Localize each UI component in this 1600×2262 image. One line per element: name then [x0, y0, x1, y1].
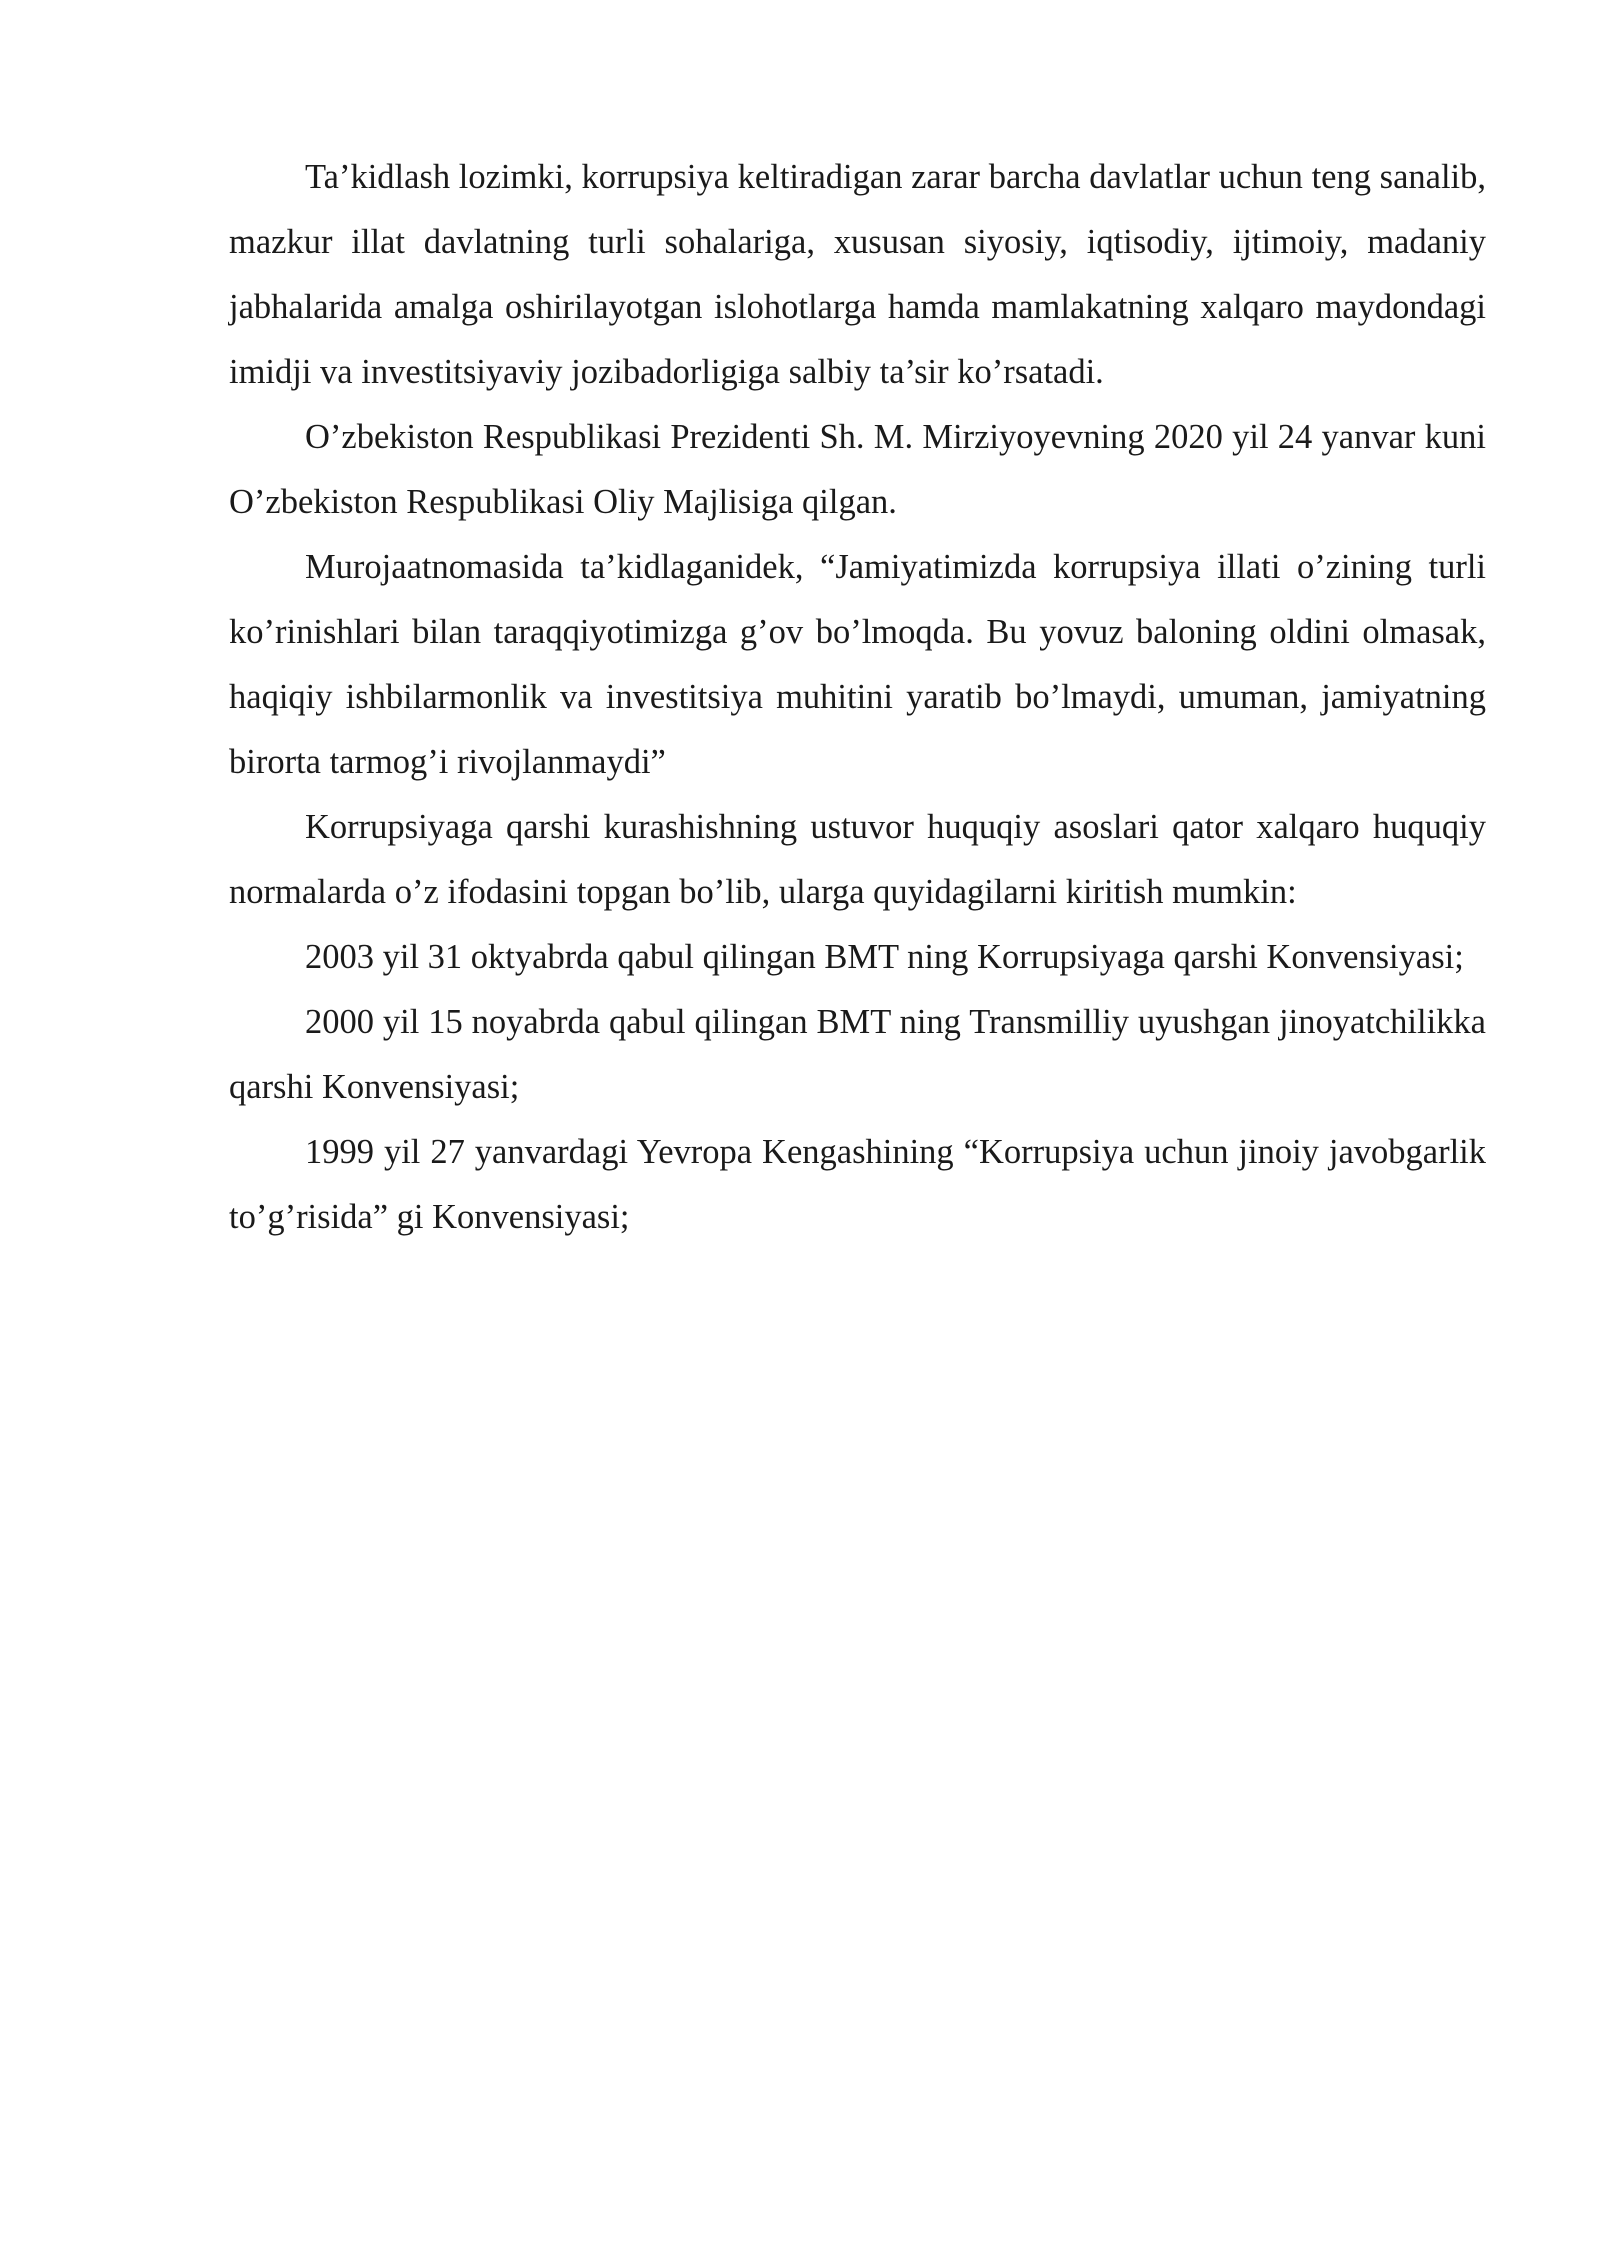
paragraph-legal-foundations: Korrupsiyaga qarshi kurashishning ustuvor huquqiy asoslari qator xalqaro huquqiy normalarda o’z ifodasini topgan bo’lib, ularga quyidagilarni kiritish mumkin:	[229, 808, 1486, 911]
paragraph-address-quote: Murojaatnomasida ta’kidlaganidek, “Jamiyatimizda korrupsiya illati o’zining turli ko’rinishlari bilan taraqqiyotimizga g’ov bo’lmoqda. Bu yovuz baloning oldini olmasak, haqiqiy ishbilarmonlik va investitsiya muhitini yaratib bo’lmaydi, umuman, jamiyatning birorta tarmog’i rivojlanmaydi”	[229, 548, 1486, 781]
paragraph-un-transnational-crime-convention: 2000 yil 15 noyabrda qabul qilingan BMT ning Transmilliy uyushgan jinoyatchilikka qarshi Konvensiyasi;	[229, 1003, 1486, 1106]
paragraph-council-of-europe-convention: 1999 yil 27 yanvardagi Yevropa Kengashining “Korrupsiya uchun jinoiy javobgarlik to’g’risida” gi Konvensiyasi;	[229, 1133, 1486, 1236]
document-body	[229, 145, 1486, 1250]
paragraph-president-address: O’zbekiston Respublikasi Prezidenti Sh. M. Mirziyoyevning 2020 yil 24 yanvar kuni O’zbekiston Respublikasi Oliy Majlisiga qilgan.	[229, 418, 1486, 521]
paragraph-corruption-harm: Ta’kidlash lozimki, korrupsiya keltiradigan zarar barcha davlatlar uchun teng sanalib, mazkur illat davlatning turli sohalariga, xususan siyosiy, iqtisodiy, ijtimoiy, madaniy jabhalarida amalga oshirilayotgan islohotlarga hamda mamlakatning xalqaro maydondagi imidji va investitsiyaviy jozibadorligiga salbiy ta’sir ko’rsatadi.	[229, 158, 1486, 391]
paragraph-un-anticorruption-convention: 2003 yil 31 oktyabrda qabul qilingan BMT ning Korrupsiyaga qarshi Konvensiyasi;	[305, 938, 1464, 976]
